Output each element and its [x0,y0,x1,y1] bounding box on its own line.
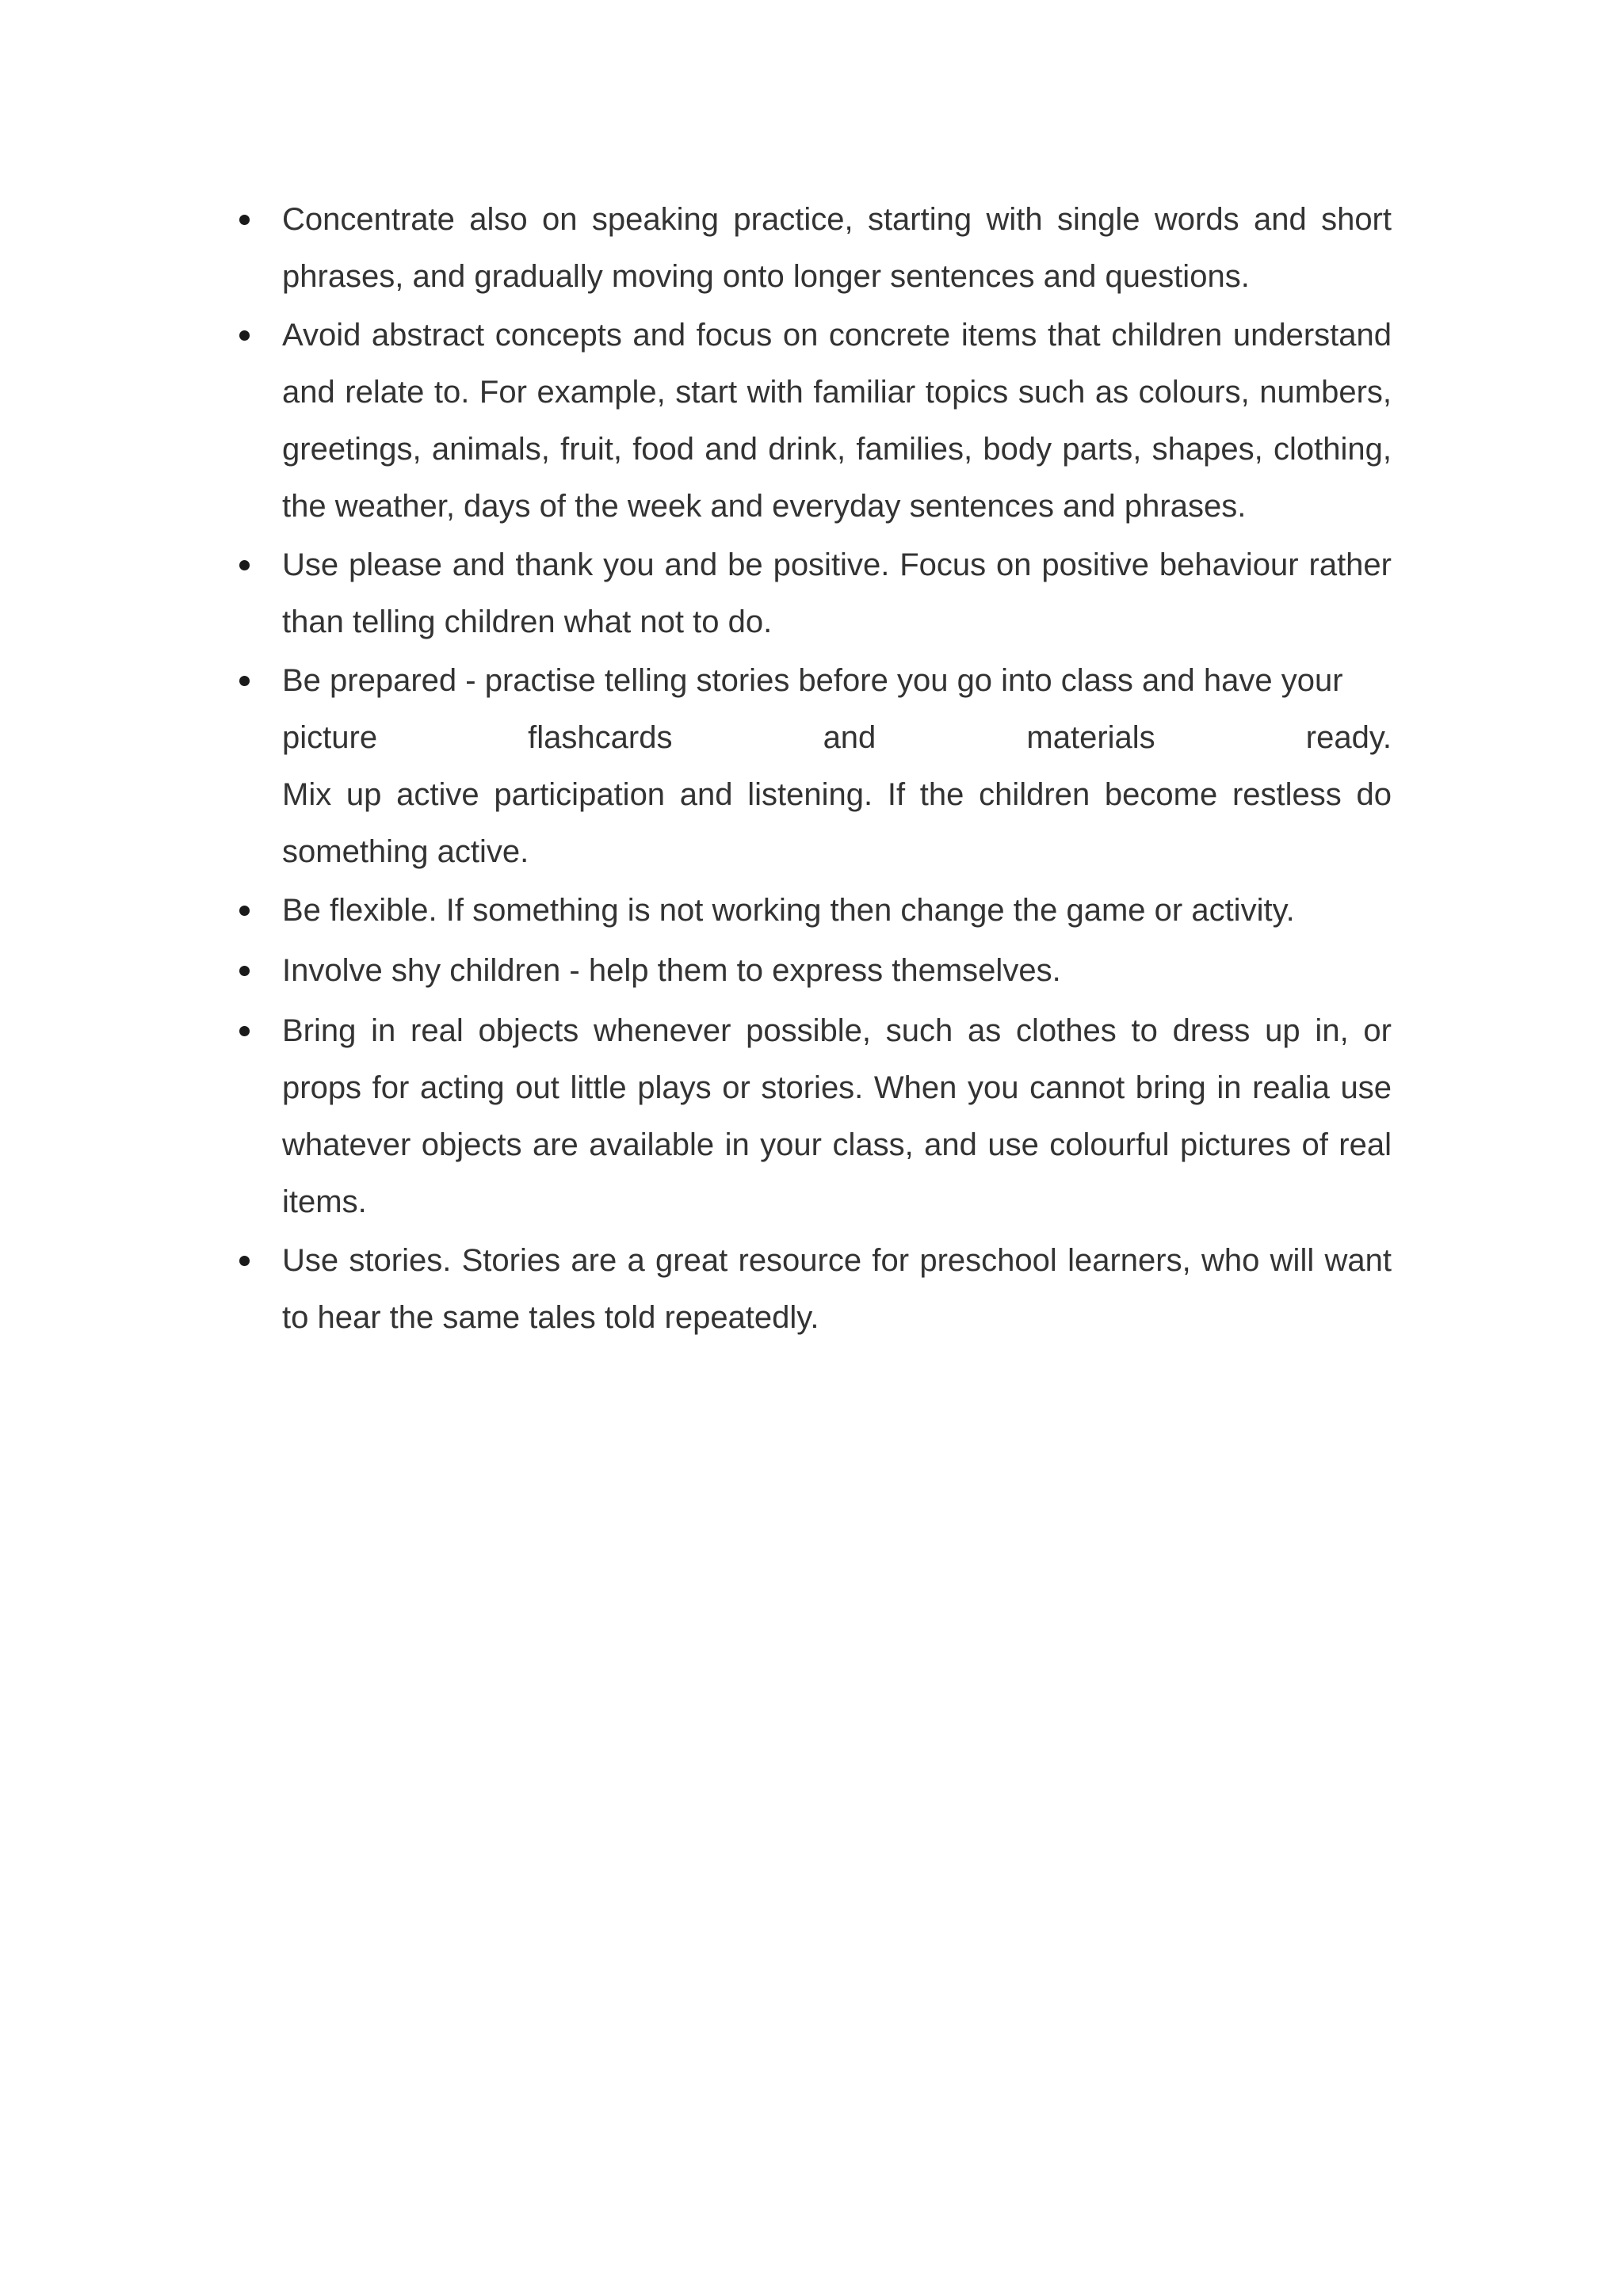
list-item [282,652,1392,880]
list-item [282,1002,1392,1230]
list-item-text: Use please and thank you and be positive. Focus on positive behaviour rather than telling children what not to do. [282,547,1392,639]
list-item [282,536,1392,650]
list-item [282,191,1392,305]
list-item [282,942,1392,999]
list-item-text: Avoid abstract concepts and focus on concrete items that children understand and relate to. For example, start with familiar topics such as colours, numbers, greetings, animals, fruit, food and drink, families, body parts, shapes, clothing, the weather, days of the week and everyday sentences and phrases. [282,318,1392,524]
bullet-icon [236,1232,252,1289]
list-item [282,307,1392,535]
bullet-icon [236,191,252,248]
bullet-list [282,191,1392,1348]
spread-word: materials [1026,720,1155,755]
list-item-text: Use stories. Stories are a great resource for preschool learners, who will want to hear the same tales told repeatedly. [282,1243,1392,1335]
bullet-icon [236,1002,252,1059]
bullet-icon [236,307,252,364]
list-item-text: Involve shy children - help them to express themselves. [282,953,1061,988]
spread-word: ready. [1305,720,1392,755]
list-item [282,882,1392,939]
list-item-text: Mix up active participation and listening. If the children become restless do something active. [282,777,1392,869]
spread-word: and [823,720,876,755]
bullet-icon [236,652,252,709]
bullet-icon [236,536,252,593]
spread-word: picture [282,720,378,755]
bullet-icon [236,942,252,999]
list-item-text: Be prepared - practise telling stories before you go into class and have your [282,663,1343,698]
spread-line [282,709,1392,766]
bullet-icon [236,882,252,939]
list-item [282,1232,1392,1346]
list-item-text: Bring in real objects whenever possible, such as clothes to dress up in, or props for acting out little plays or stories. When you cannot bring in realia use whatever objects are available in your class, and use colourful pictures of real items. [282,1013,1392,1219]
list-item-text: Be flexible. If something is not working then change the game or activity. [282,893,1295,928]
list-item-text: Concentrate also on speaking practice, starting with single words and short phrases, and gradually moving onto longer sentences and questions. [282,202,1392,294]
spread-word: flashcards [528,720,673,755]
